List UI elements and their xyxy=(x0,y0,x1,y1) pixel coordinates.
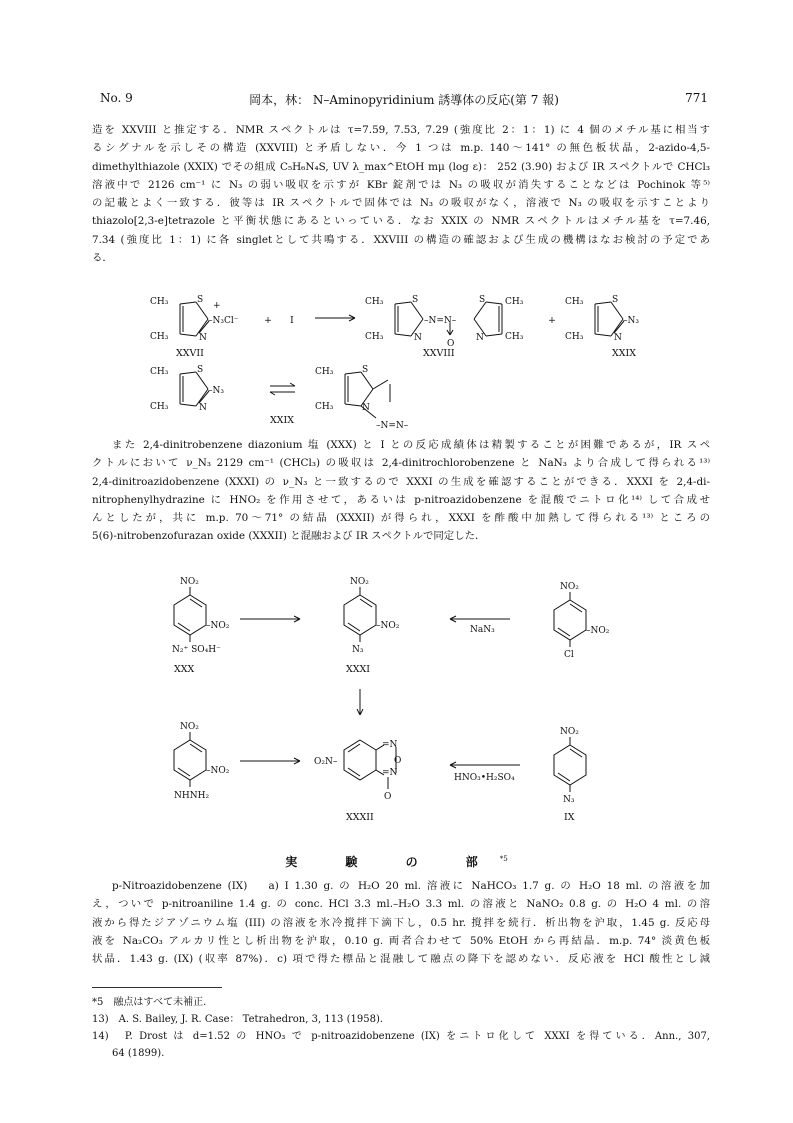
text-line: 溶液中で 2126 cm⁻¹ に N₃ の弱い吸収を示すが KBr 錠剤では N₃ の吸収が消失することなどは Pochinok 等⁵⁾ xyxy=(92,178,710,191)
compound-label-xxviii: XXVIII xyxy=(423,348,455,359)
nitrogen-label: N xyxy=(414,333,422,343)
tetrazole-nn-label: –N=N– xyxy=(376,421,409,430)
chloro-label: Cl xyxy=(564,650,574,660)
methyl-label: CH₃ xyxy=(565,332,584,342)
text-line: 液から得たジアゾニウム塩 (III) の溶液を氷冷撹拌下滴下し，0.5 hr. 撹拌を続行．析出物を沪取，1.45 g. 反応母 xyxy=(92,916,710,929)
reaction-scheme-2 xyxy=(150,575,670,840)
charge-label: + xyxy=(213,301,221,311)
nitro-label: –NO₂ xyxy=(206,766,230,776)
footnote-marker: *5 xyxy=(499,855,508,863)
nitro-label: NO₂ xyxy=(180,722,199,732)
nitro-label: –NO₂ xyxy=(206,621,230,631)
methyl-label: CH₃ xyxy=(315,367,334,377)
experimental-paragraph xyxy=(92,877,710,968)
text-line: 液を Na₂CO₃ アルカリ性とし析出物を沪取，0.10 g. 両者合わせて 50% EtOH から再結晶．m.p. 74° 淡黄色板 xyxy=(92,934,710,947)
sulfur-label: S xyxy=(412,295,419,305)
compound-label-xxix: XXIX xyxy=(270,415,295,426)
nitro-label: NO₂ xyxy=(560,582,579,592)
page-number: 771 xyxy=(685,91,708,105)
furazan-n-label: =N xyxy=(382,768,398,778)
text-line: え，ついで p-nitroaniline 1.4 g. の conc. HCl 3.3 ml.–H₂O 3.3 ml. の溶液と NaNO₂ 0.8 g. の H₂O 4 ml. の溶 xyxy=(92,898,710,911)
azide-label: N₃ xyxy=(352,645,364,655)
azide-label: –N₃ xyxy=(208,386,224,396)
compound-label-xxxii: XXXII xyxy=(346,812,374,823)
sulfur-label: S xyxy=(197,295,204,305)
text-line: dimethylthiazole (XXIX) でその組成 C₅H₆N₄S, UV λ_max^EtOH mμ (log ε)： 252 (3.90) および IR スペクトルで CHCl₃ xyxy=(92,160,710,173)
sulfur-label: S xyxy=(197,365,204,375)
methyl-label: CH₃ xyxy=(150,297,169,307)
footnote: 13) A. S. Bailey, J. R. Case： Tetrahedron, 3, 113 (1958). xyxy=(92,1014,384,1025)
methyl-label: CH₃ xyxy=(150,402,169,412)
compound-label-xxvii: XXVII xyxy=(176,348,204,359)
methyl-label: CH₃ xyxy=(505,332,524,342)
reaction-scheme-1 xyxy=(150,290,670,430)
oxygen-label: O xyxy=(384,792,392,802)
body-paragraph-2 xyxy=(92,436,710,546)
section-title-text: 実 験 の 部 xyxy=(285,855,500,869)
text-line: 造を XXVIII と推定する．NMR スペクトルは τ=7.59, 7.53, 7.29 (強度比 2：1：1) に 4 個のメチル基に相当す xyxy=(92,124,710,136)
nitrogen-label: N xyxy=(614,333,622,343)
compound-label-xxx: XXX xyxy=(174,664,195,675)
sulfur-label: S xyxy=(362,365,369,375)
text-line: る． xyxy=(92,252,113,265)
reagent-label: I xyxy=(290,315,294,326)
sulfur-label: S xyxy=(479,295,486,305)
nitro-label: O₂N– xyxy=(314,757,338,767)
footnote-divider xyxy=(92,987,222,988)
nitro-label: –NO₂ xyxy=(586,626,610,636)
section-title xyxy=(0,853,793,870)
sulfur-label: S xyxy=(612,295,619,305)
reagent-label: NaN₃ xyxy=(470,625,495,635)
text-line: 状晶．1.43 g. (IX) (収率 87%)．c) 項で得た標品と混融して融点の降下を認めない．反応液を HCl 酸性とし減 xyxy=(92,953,710,966)
running-title: 岡本，林： N–Aminopyridinium 誘導体の反応(第 7 報) xyxy=(249,93,559,107)
azide-label: –N₃ xyxy=(623,316,639,326)
nitro-label: NO₂ xyxy=(350,577,369,587)
methyl-label: CH₃ xyxy=(150,332,169,342)
text-line: 7.34 (強度比 1：1) に各 singletとして共鳴する．XXVIII の構造の確認および生成の機構はなお検討の予定であ xyxy=(92,233,710,246)
methyl-label: CH₃ xyxy=(565,297,584,307)
nitro-label: NO₂ xyxy=(180,577,199,587)
footnote: *5 融点はすべて未補正． xyxy=(92,997,214,1008)
nitro-label: –NO₂ xyxy=(376,621,400,631)
text-line: るシグナルを示しその構造 (XXVIII) と矛盾しない．今 1 つは m.p. 140〜141° の無色板状晶，2-azido-4,5- xyxy=(92,142,710,155)
nitrogen-label: N xyxy=(199,403,207,413)
diazonium-salt-label: N₂⁺ SO₄H⁻ xyxy=(172,645,221,655)
hydrazine-label: NHNH₂ xyxy=(174,791,210,801)
text-line: また 2,4-dinitrobenzene diazonium 塩 (XXX) と I との反応成績体は精製することが困難であるが，IR スペ xyxy=(112,439,710,451)
text-line: んとしたが，共に m.p. 70〜71° の結晶 (XXXII) が得られ，XXXI を酢酸中加熱して得られる¹³⁾ ところの xyxy=(92,512,710,525)
text-line: の記載とよく一致する．彼等は IR スペクトルで固体では N₃ の吸収がなく，溶液で N₃ の吸収を示すことより xyxy=(92,197,710,210)
compound-label-xxix: XXIX xyxy=(612,348,637,359)
compound-label-ix: IX xyxy=(564,812,575,823)
footnote: 64 (1899). xyxy=(112,1048,165,1059)
nitrogen-label: N xyxy=(362,403,370,413)
footnotes xyxy=(92,994,710,1062)
body-paragraph-1 xyxy=(92,121,710,267)
furazan-n-label: =N xyxy=(382,740,398,750)
azoxy-label: –N=N– xyxy=(424,316,457,326)
methyl-label: CH₃ xyxy=(150,367,169,377)
scheme-2-drawing xyxy=(150,575,670,840)
methyl-label: CH₃ xyxy=(365,332,384,342)
text-line: 2,4-dinitroazidobenzene (XXXI) の ν_N₃ と一致するので XXXI の生成を確認することができる．XXXI を 2,4-di- xyxy=(92,475,710,488)
nitrogen-label: N xyxy=(476,333,484,343)
methyl-label: CH₃ xyxy=(505,297,524,307)
methyl-label: CH₃ xyxy=(315,402,334,412)
reagent-label: HNO₃•H₂SO₄ xyxy=(454,773,515,783)
methyl-label: CH₃ xyxy=(365,297,384,307)
nitro-label: NO₂ xyxy=(560,727,579,737)
text-line: nitrophenylhydrazine に HNO₂ を作用させて，あるいは p-nitroazidobenzene を混酸でニトロ化¹⁴⁾ して合成せ xyxy=(92,493,710,506)
text-line: p-Nitroazidobenzene (IX) a) I 1.30 g. の H₂O 20 ml. 溶液に NaHCO₃ 1.7 g. の H₂O 18 ml. の溶液を加 xyxy=(112,880,710,892)
plus-sign: + xyxy=(264,315,272,326)
text-line: クトルにおいて ν_N₃ 2129 cm⁻¹ (CHCl₃) の吸収は 2,4-dinitrochlorobenzene と NaN₃ より合成して得られる¹³⁾ xyxy=(92,457,710,470)
oxygen-label: O xyxy=(447,339,455,349)
diazonium-label: –N₃Cl⁻ xyxy=(208,316,239,326)
compound-label-xxxi: XXXI xyxy=(346,664,371,675)
nitrogen-label: N xyxy=(199,333,207,343)
azide-label: N₃ xyxy=(563,795,575,805)
plus-sign: + xyxy=(548,315,556,326)
running-header xyxy=(100,91,708,109)
text-line: thiazolo[2,3-e]tetrazole と平衡状態にあるといっている．なお XXIX の NMR スペクトルはメチル基を τ=7.46, xyxy=(92,215,710,228)
oxygen-label: O xyxy=(394,756,402,766)
text-line: 5(6)-nitrobenzofurazan oxide (XXXII) と混融および IR スペクトルで同定した． xyxy=(92,530,486,543)
issue-number: No. 9 xyxy=(100,91,133,105)
footnote: 14) P. Drost は d=1.52 の HNO₃ で p-nitroazidobenzene (IX) をニトロ化して XXXI を得ている．Ann., 307, xyxy=(92,1031,710,1042)
scheme-1-drawing xyxy=(150,290,670,430)
